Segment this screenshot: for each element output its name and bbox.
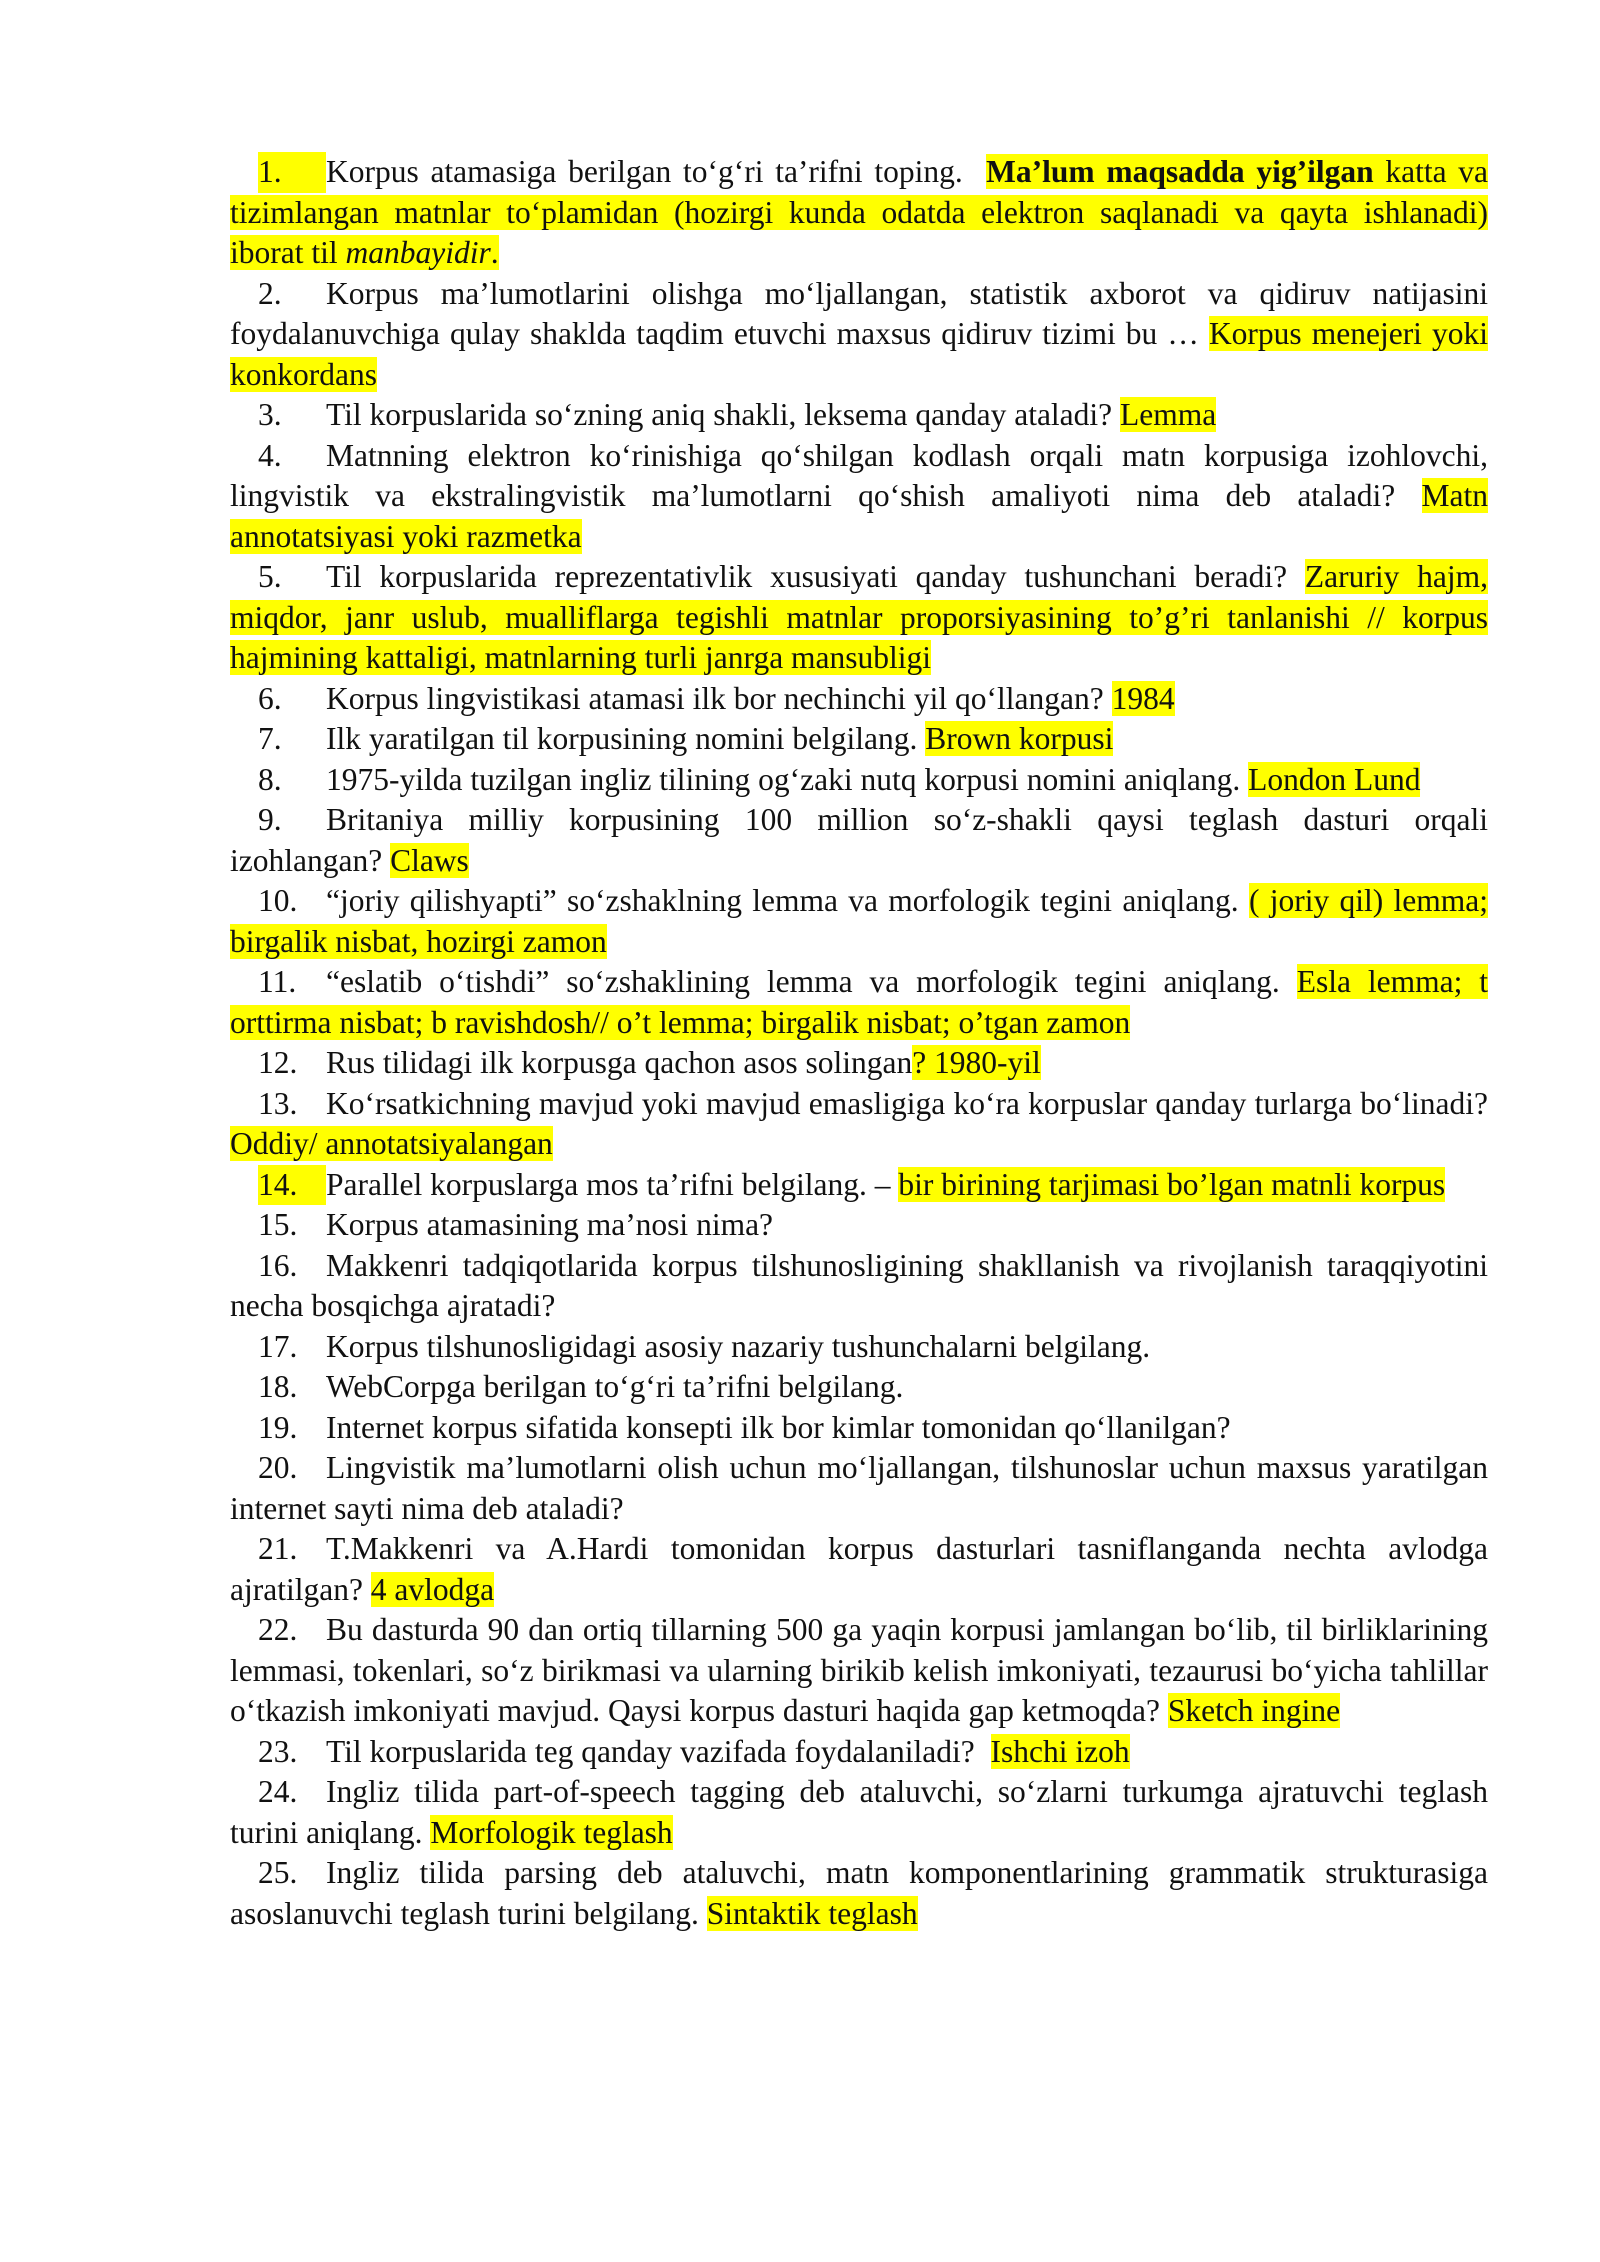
answer-highlight: Oddiy/ annotatsiyalangan: [230, 1126, 553, 1161]
question-text: “eslatib o‘tishdi” so‘zshaklining lemma va morfologik tegini aniqlang.: [326, 964, 1280, 999]
list-item: [230, 1043, 1488, 1084]
list-item: [230, 1084, 1488, 1165]
item-number: 5.: [258, 559, 282, 594]
item-number: 22.: [258, 1612, 298, 1647]
item-number: 15.: [258, 1207, 298, 1242]
question-text: “joriy qilishyapti” so‘zshaklning lemma va morfologik tegini aniqlang.: [326, 883, 1239, 918]
answer-highlight: ? 1980-yil: [912, 1045, 1041, 1080]
list-item: [230, 1610, 1488, 1732]
list-item: [230, 1732, 1488, 1773]
question-text: WebCorpga berilgan to‘g‘ri ta’rifni belgilang.: [326, 1369, 904, 1404]
list-item: [230, 1448, 1488, 1529]
item-number: 9.: [258, 802, 282, 837]
answer-highlight: London Lund: [1248, 761, 1421, 797]
answer-highlight: Korpus menejeri yoki konkordans: [230, 316, 1488, 392]
list-item: [230, 436, 1488, 558]
answer-highlight: ( joriy qil) lemma; birgalik nisbat, hozirgi zamon: [230, 883, 1489, 959]
list-item: [230, 1367, 1488, 1408]
answer-highlight: Sintaktik teglash: [706, 1895, 918, 1931]
answer-highlight: Lemma: [1120, 397, 1217, 432]
list-item: [230, 152, 1488, 274]
question-text: Britaniya milliy korpusining 100 million so‘z-shakli qaysi teglash dasturi orqali izohlangan?: [230, 802, 1488, 878]
item-number: 2.: [258, 275, 282, 311]
answer-highlight: Ishchi izoh: [990, 1733, 1130, 1769]
question-text: Bu dasturda 90 dan ortiq tillarning 500 ga yaqin korpusi jamlangan bo‘lib, til birliklarining lemmasi, tokenlari, so‘z birikmasi va ularning birikib kelish imkoniyati, tezaurusi bo‘yicha tahlillar o‘tkazish imkoniyati mavjud. Qaysi korpus dasturi haqida gap ketmoqda?: [230, 1612, 1488, 1728]
question-text: Korpus tilshunosligidagi asosiy nazariy tushunchalarni belgilang.: [326, 1328, 1151, 1364]
item-number: 11.: [258, 964, 297, 999]
question-text: Til korpuslarida reprezentativlik xususiyati qanday tushunchani beradi?: [326, 559, 1288, 594]
item-number: 23.: [258, 1733, 298, 1769]
question-text: Internet korpus sifatida konsepti ilk bor kimlar tomonidan qo‘llanilgan?: [326, 1409, 1231, 1445]
answer-highlight: Matn annotatsiyasi yoki razmetka: [230, 478, 1488, 554]
list-item: [230, 1205, 1488, 1246]
item-number: 16.: [258, 1247, 298, 1283]
question-text: Ingliz tilida parsing deb ataluvchi, matn komponentlarining grammatik strukturasiga asoslanuvchi teglash turini belgilang.: [230, 1855, 1488, 1931]
answer-highlight: Zaruriy hajm, miqdor, janr uslub, mualliflarga tegishli matnlar proporsiyasining to’g’ri tanlanishi // korpus hajmining kattaligi, matnlarning turli janrga mansubligi: [230, 559, 1488, 675]
item-number: 18.: [258, 1369, 298, 1404]
list-item: [230, 881, 1488, 962]
answer-highlight: .: [490, 235, 499, 270]
list-item: [230, 1408, 1488, 1449]
item-number: 25.: [258, 1855, 298, 1890]
list-item: [230, 1165, 1488, 1206]
list-item: [230, 395, 1488, 436]
list-item: [230, 962, 1488, 1043]
answer-highlight: Sketch ingine: [1167, 1693, 1341, 1728]
question-text: Rus tilidagi ilk korpusga qachon asos solingan: [326, 1045, 913, 1080]
answer-highlight: 1984: [1111, 680, 1175, 716]
answer-highlight: katta va tizimlangan matnlar to‘plamidan (hozirgi kunda odatda elektron saqlanadi va qayta ishlanadi) iborat til: [230, 154, 1488, 270]
question-text: Lingvistik ma’lumotlarni olish uchun mo‘ljallangan, tilshunoslar uchun maxsus yaratilgan internet sayti nima deb ataladi?: [230, 1450, 1488, 1526]
question-text: Ingliz tilida part-of-speech tagging deb ataluvchi, so‘zlarni turkumga ajratuvchi teglash turini aniqlang.: [230, 1774, 1488, 1850]
question-text: Korpus atamasiga berilgan to‘g‘ri ta’rifni toping.: [326, 154, 963, 189]
item-number: 6.: [258, 680, 282, 716]
list-item: [230, 1529, 1488, 1610]
item-number: 4.: [258, 437, 282, 473]
question-text: Makkenri tadqiqotlarida korpus tilshunosligining shakllanish va rivojlanish taraqqiyotini necha bosqichga ajratadi?: [230, 1247, 1488, 1323]
question-text: Til korpuslarida so‘zning aniq shakli, leksema qanday ataladi?: [326, 397, 1113, 432]
question-text: Parallel korpuslarga mos ta’rifni belgilang. –: [326, 1166, 891, 1202]
list-item: [230, 1246, 1488, 1327]
answer-highlight: Ma’lum maqsadda yig’ilgan: [986, 154, 1374, 189]
item-number: 12.: [258, 1045, 298, 1080]
item-number: 10.: [258, 883, 298, 918]
answer-highlight: 4 avlodga: [370, 1571, 495, 1607]
question-text: Korpus ma’lumotlarini olishga mo‘ljallangan, statistik axborot va qidiruv natijasini foydalanuvchiga qulay shaklda taqdim etuvchi maxsus qidiruv tizimi bu …: [230, 275, 1488, 351]
item-number: 8.: [258, 761, 282, 797]
item-number: 7.: [258, 721, 282, 756]
answer-highlight: Brown korpusi: [925, 721, 1114, 756]
list-item: [230, 557, 1488, 679]
list-item: [230, 1327, 1488, 1368]
question-text: Til korpuslarida teg qanday vazifada foydalaniladi?: [326, 1733, 975, 1769]
item-number: 24.: [258, 1774, 298, 1809]
item-number: 21.: [258, 1531, 298, 1566]
list-item: [230, 1772, 1488, 1853]
question-list: [230, 152, 1488, 1934]
answer-highlight: Esla lemma; t orttirma nisbat; b ravishdosh// o’t lemma; birgalik nisbat; o’tgan zamon: [230, 964, 1488, 1040]
item-number: 1.: [258, 152, 326, 193]
question-text: 1975-yilda tuzilgan ingliz tilining og‘zaki nutq korpusi nomini aniqlang.: [326, 761, 1241, 797]
question-text: T.Makkenri va A.Hardi tomonidan korpus dasturlari tasniflanganda nechta avlodga ajratilgan?: [230, 1531, 1488, 1607]
question-text: Korpus lingvistikasi atamasi ilk bor nechinchi yil qo‘llangan?: [326, 680, 1104, 716]
item-number: 3.: [258, 397, 282, 432]
answer-highlight: Claws: [390, 842, 469, 878]
answer-highlight: Morfologik teglash: [430, 1814, 673, 1850]
question-text: Matnning elektron ko‘rinishiga qo‘shilgan kodlash orqali matn korpusiga izohlovchi, lingvistik va ekstralingvistik ma’lumotlarni qo‘shish amaliyoti nima deb ataladi?: [230, 437, 1488, 513]
list-item: [230, 1853, 1488, 1934]
list-item: [230, 679, 1488, 720]
question-text: Ko‘rsatkichning mavjud yoki mavjud emasligiga ko‘ra korpuslar qanday turlarga bo‘linadi?: [326, 1085, 1488, 1121]
question-text: Ilk yaratilgan til korpusining nomini belgilang.: [326, 721, 918, 756]
item-number: 19.: [258, 1409, 298, 1445]
answer-highlight: bir birining tarjimasi bo’lgan matnli korpus: [898, 1166, 1446, 1202]
list-item: [230, 274, 1488, 396]
list-item: [230, 800, 1488, 881]
list-item: [230, 760, 1488, 801]
item-number: 20.: [258, 1450, 298, 1485]
item-number: 17.: [258, 1328, 298, 1364]
answer-highlight: manbayidir: [345, 235, 491, 270]
question-text: Korpus atamasining ma’nosi nima?: [326, 1207, 774, 1242]
item-number: 13.: [258, 1085, 298, 1121]
item-number: 14.: [258, 1165, 326, 1206]
list-item: [230, 719, 1488, 760]
